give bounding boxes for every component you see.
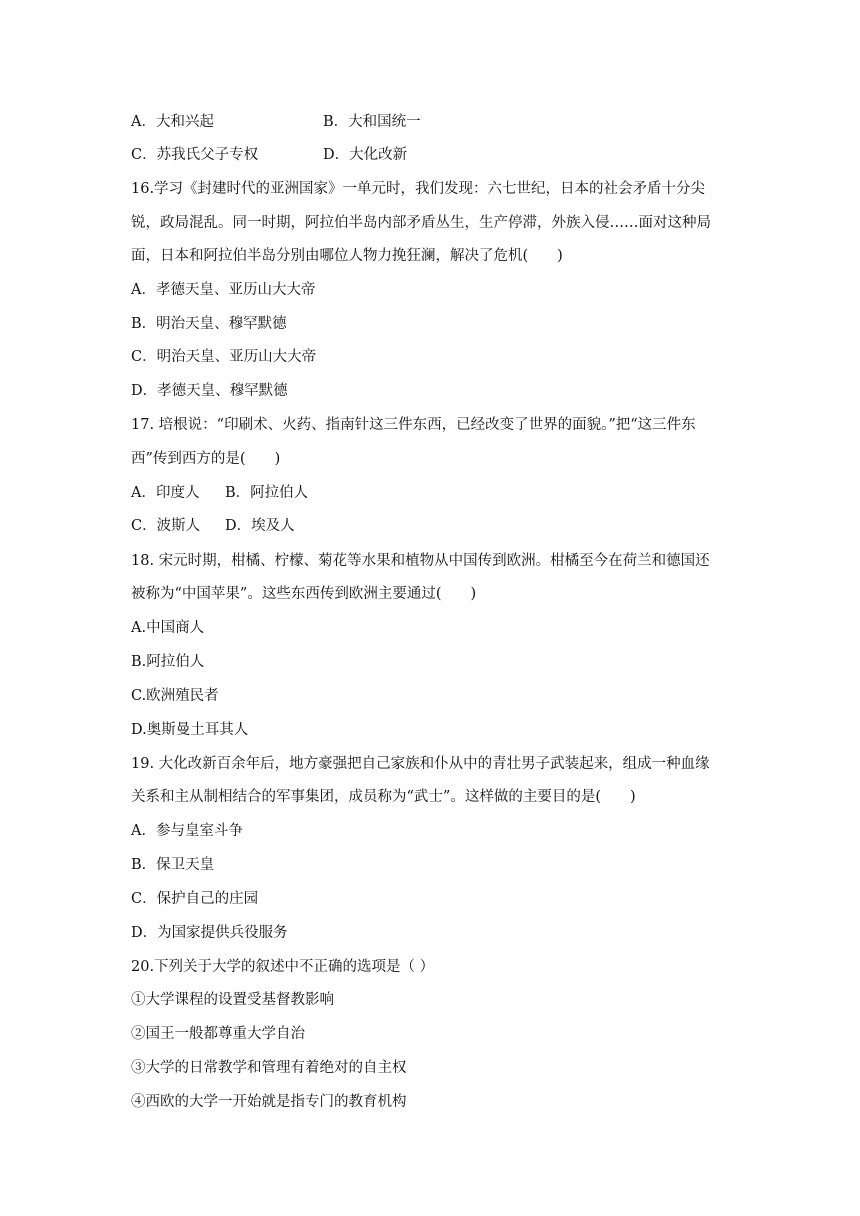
q17-stem-line-1: 17. 培根说：“印刷术、火药、指南针这三件东西，已经改变了世界的面貌。”把“这三件东 [131, 417, 696, 433]
q16-stem-line-2: 锐，政局混乱。同一时期，阿拉伯半岛内部矛盾丛生，生产停滞，外族入侵……面对这种局 [131, 215, 711, 231]
q17-options-row-1 [131, 483, 308, 503]
q15-option-a: A．大和兴起 [131, 114, 214, 130]
q15-options-row-1 [131, 112, 421, 132]
q19-stem-line-1: 19. 大化改新百余年后，地方豪强把自己家族和仆从中的青壮男子武装起来，组成一种血缘 [131, 756, 710, 772]
q20-stem: 20.下列关于大学的叙述中不正确的选项是（ ） [131, 959, 435, 975]
q17-option-c: C．波斯人 [131, 518, 201, 534]
q16-option-a: A．孝德天皇、亚历山大大帝 [131, 282, 316, 298]
q17-option-a: A．印度人 [131, 485, 200, 501]
q17-option-d: D．埃及人 [225, 518, 295, 534]
q18-stem-line-1: 18. 宋元时期，柑橘、柠檬、菊花等水果和植物从中国传到欧洲。柑橘至今在荷兰和德国还 [131, 553, 710, 569]
q20-item-2: ②国王一般都尊重大学自治 [131, 1026, 305, 1042]
q16-stem-line-3: 面，日本和阿拉伯半岛分别由哪位人物力挽狂澜，解决了危机( ) [131, 248, 563, 264]
q20-item-3: ③大学的日常教学和管理有着绝对的自主权 [131, 1060, 407, 1076]
q19-stem-line-2: 关系和主从制相结合的军事集团，成员称为“武士”。这样做的主要目的是( ) [131, 789, 636, 805]
q19-option-d: D．为国家提供兵役服务 [131, 925, 288, 941]
q15-option-d: D．大化改新 [323, 147, 408, 163]
q20-item-4: ④西欧的大学一开始就是指专门的教育机构 [131, 1094, 407, 1110]
q19-option-a: A．参与皇室斗争 [131, 823, 243, 839]
q18-option-d: D.奥斯曼土耳其人 [131, 722, 249, 738]
q16-option-b: B．明治天皇、穆罕默德 [131, 316, 287, 332]
q17-stem-line-2: 西”传到西方的是( ) [131, 451, 281, 467]
q17-options-row-2 [131, 516, 295, 536]
q16-option-d: D．孝德天皇、穆罕默德 [131, 383, 288, 399]
q17-option-b: B．阿拉伯人 [225, 485, 309, 501]
q18-option-a: A.中国商人 [131, 620, 205, 636]
q16-stem-line-1: 16.学习《封建时代的亚洲国家》一单元时，我们发现：六七世纪，日本的社会矛盾十分尖 [131, 181, 706, 197]
q19-option-c: C．保护自己的庄园 [131, 891, 259, 907]
q18-option-c: C.欧洲殖民者 [131, 688, 219, 704]
q15-option-b: B．大和国统一 [323, 114, 421, 130]
q19-option-b: B．保卫天皇 [131, 857, 215, 873]
q15-options-row-2 [131, 145, 407, 165]
q20-item-1: ①大学课程的设置受基督教影响 [131, 992, 334, 1008]
q15-option-c: C．苏我氏父子专权 [131, 147, 259, 163]
q18-stem-line-2: 被称为“中国苹果”。这些东西传到欧洲主要通过( ) [131, 586, 477, 602]
q18-option-b: B.阿拉伯人 [131, 654, 205, 670]
q16-option-c: C．明治天皇、亚历山大大帝 [131, 349, 317, 365]
